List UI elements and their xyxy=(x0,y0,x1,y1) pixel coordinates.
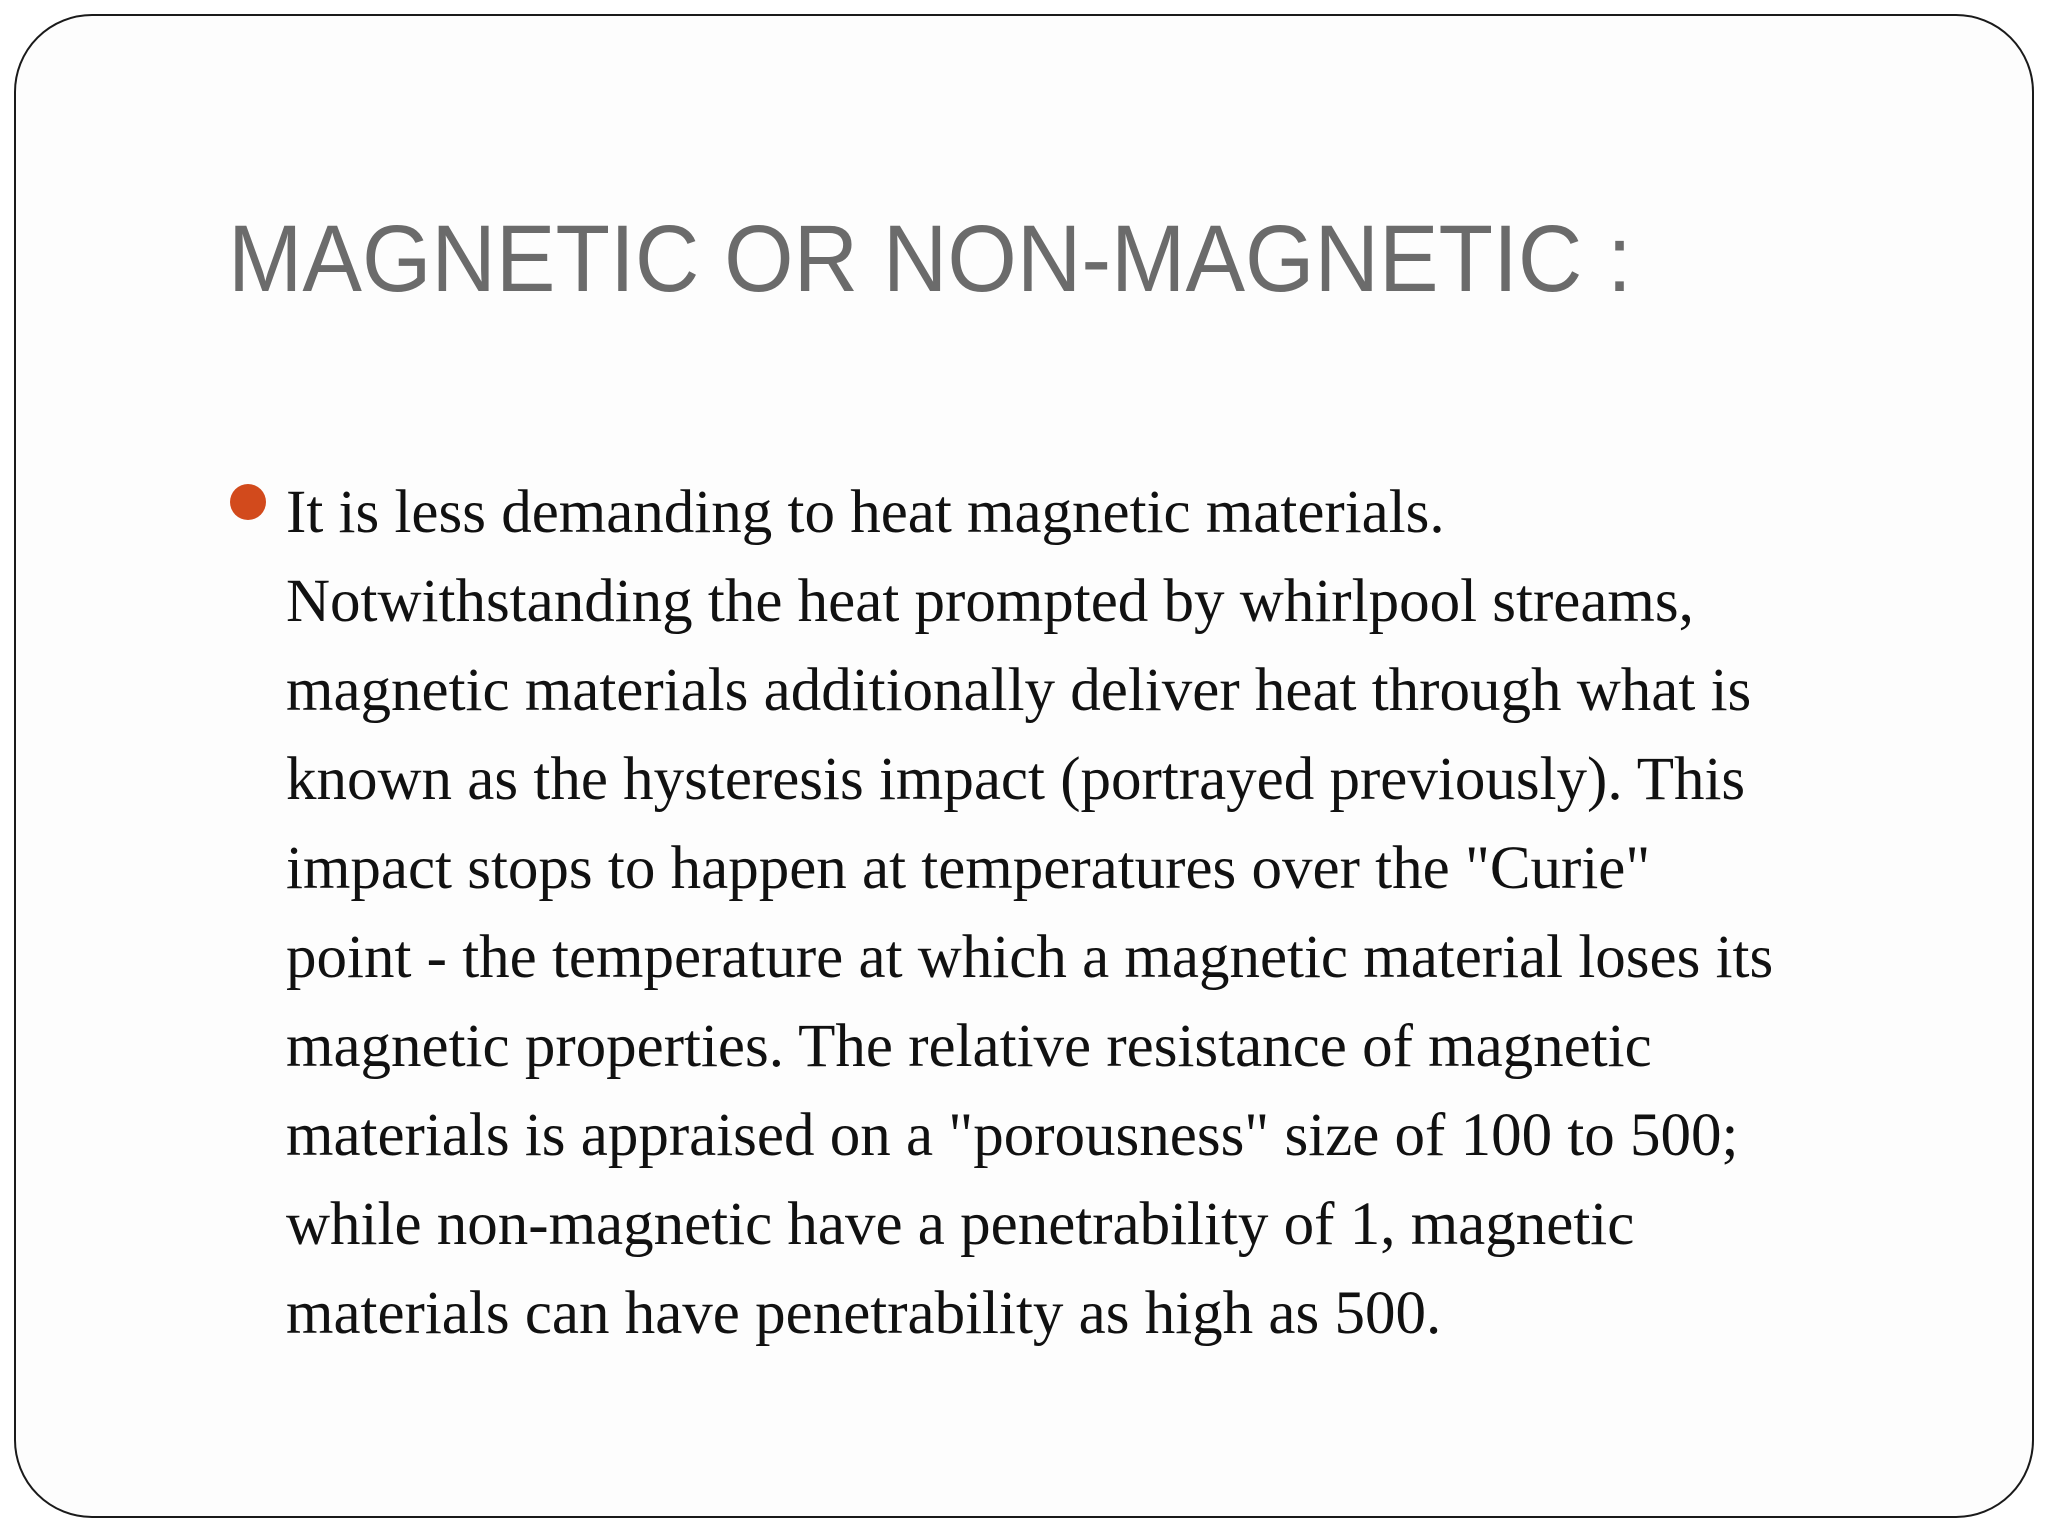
bullet-text-line: magnetic properties. The relative resistance of magnetic xyxy=(286,1013,1652,1080)
bullet-item xyxy=(230,468,1970,1358)
slide-frame xyxy=(14,14,2034,1518)
bullet-text xyxy=(286,468,1970,1358)
bullet-text-line: known as the hysteresis impact (portrayed previously). This xyxy=(286,746,1746,813)
slide-title: MAGNETIC OR NON-MAGNETIC : xyxy=(228,206,1632,312)
bullet-text-line: magnetic materials additionally deliver heat through what is xyxy=(286,657,1752,724)
bullet-text-line: point - the temperature at which a magnetic material loses its xyxy=(286,924,1774,991)
bullet-dot-icon xyxy=(230,484,266,520)
bullet-text-line: It is less demanding to heat magnetic materials. xyxy=(286,479,1445,546)
bullet-text-line: impact stops to happen at temperatures over the "Curie" xyxy=(286,835,1651,902)
bullet-text-line: Notwithstanding the heat prompted by whirlpool streams, xyxy=(286,568,1694,635)
bullet-text-line: materials can have penetrability as high as 500. xyxy=(286,1280,1442,1347)
bullet-text-line: while non-magnetic have a penetrability of 1, magnetic xyxy=(286,1191,1635,1258)
bullet-text-line: materials is appraised on a "porousness" size of 100 to 500; xyxy=(286,1102,1739,1169)
